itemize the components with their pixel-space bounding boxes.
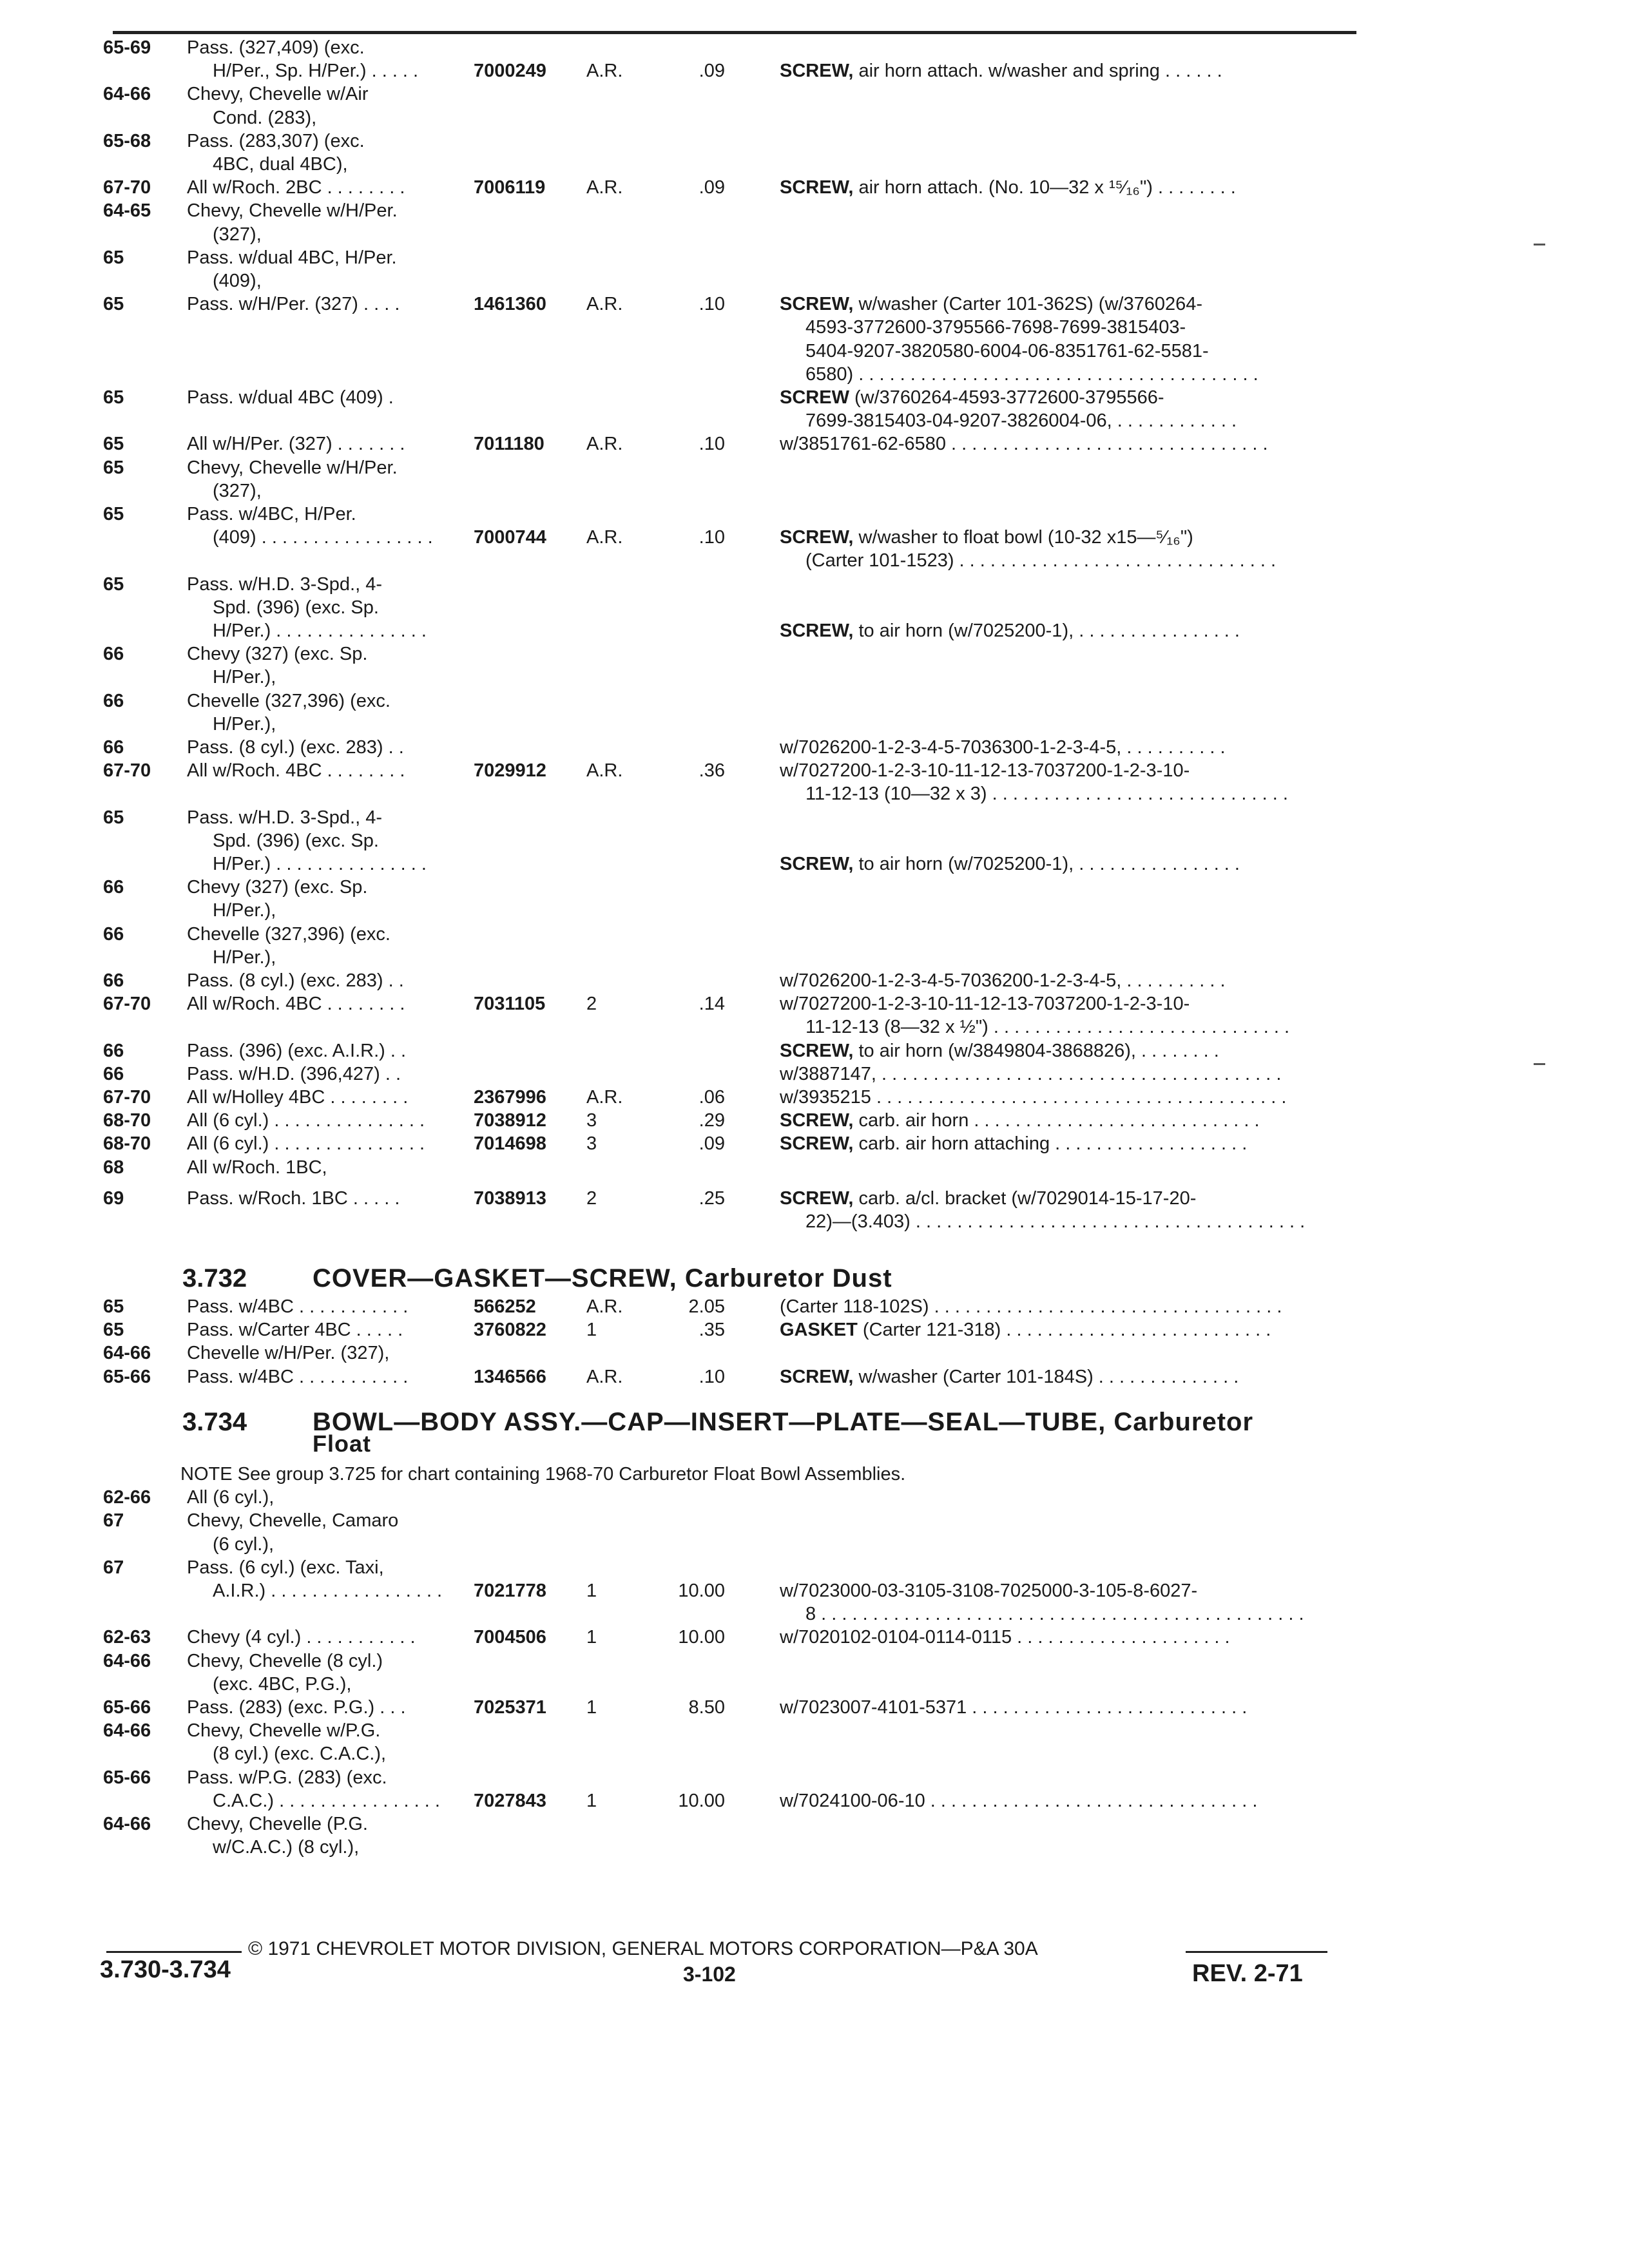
application: All w/Roch. 4BC . . . . . . . .: [187, 760, 405, 782]
description-heading: SCREW,: [780, 1187, 859, 1209]
model-years: 67-70: [103, 177, 151, 198]
application: H/Per.),: [213, 713, 276, 735]
description: [780, 293, 1202, 316]
description-text: to air horn (w/3849804-3868826), . . . . . . . .: [858, 1040, 1219, 1061]
model-years: 64-66: [103, 1343, 151, 1364]
description-heading: SCREW,: [780, 620, 859, 641]
description: [780, 1062, 1281, 1086]
model-years: 65: [103, 504, 124, 524]
description: [780, 736, 1226, 759]
model-years: 64-66: [103, 1650, 151, 1671]
price: .10: [699, 434, 725, 455]
description: [780, 1579, 1197, 1602]
quantity: 1: [586, 1697, 597, 1718]
application: All (6 cyl.),: [187, 1487, 275, 1508]
price: .36: [699, 760, 725, 782]
application: A.I.R.) . . . . . . . . . . . . . . . . .: [213, 1581, 443, 1601]
description-text: 8 . . . . . . . . . . . . . . . . . . . . . . . . . . . . . . . . . . . . . . . . . . . . . . .: [805, 1604, 1304, 1625]
description: [805, 409, 1237, 432]
application: H/Per.),: [213, 667, 276, 688]
application: (409),: [213, 271, 262, 291]
description-text: 22)—(3.403) . . . . . . . . . . . . . . . . . . . . . . . . . . . . . . . . . . . . . .: [805, 1211, 1306, 1232]
model-years: 67-70: [103, 760, 151, 782]
application: (6 cyl.),: [213, 1533, 275, 1555]
application: Chevy (327) (exc. Sp.: [187, 877, 368, 898]
footer-revision: REV. 2-71: [1192, 1960, 1303, 1987]
model-years: 67: [103, 1557, 124, 1578]
model-years: 64-66: [103, 1720, 151, 1742]
model-years: 67-70: [103, 994, 151, 1015]
description-text: 5404-9207-3820580-6004-06-8351761-62-5581-: [805, 340, 1209, 361]
model-years: 65-66: [103, 1767, 151, 1788]
part-number: 7038912: [474, 1110, 546, 1131]
quantity: A.R.: [586, 760, 623, 782]
description: [780, 1365, 1239, 1389]
application: All w/H/Per. (327) . . . . . . .: [187, 434, 405, 455]
part-number: 7031105: [474, 994, 546, 1015]
part-number: 7014698: [474, 1133, 546, 1155]
part-number: 7021778: [474, 1581, 546, 1601]
margin-mark: [1534, 244, 1545, 245]
application: Spd. (396) (exc. Sp.: [213, 597, 379, 618]
description-text: 4593-3772600-3795566-7698-7699-3815403-: [805, 317, 1186, 338]
description-heading: SCREW,: [780, 1366, 859, 1387]
description-heading: SCREW,: [780, 527, 859, 548]
description: [780, 1039, 1219, 1062]
quantity: 3: [586, 1110, 597, 1131]
application: (exc. 4BC, P.G.),: [213, 1673, 352, 1695]
model-years: 65-66: [103, 1366, 151, 1387]
description-text: air horn attach. w/washer and spring . . . . . .: [858, 61, 1222, 82]
model-years: 65: [103, 457, 124, 478]
model-years: 64-66: [103, 1814, 151, 1834]
model-years: 65: [103, 807, 124, 828]
application: (409) . . . . . . . . . . . . . . . . .: [213, 527, 433, 548]
model-years: 65: [103, 387, 124, 408]
application: Chevy (4 cyl.) . . . . . . . . . . .: [187, 1627, 416, 1648]
quantity: 1: [586, 1581, 597, 1601]
application: Pass. w/P.G. (283) (exc.: [187, 1767, 387, 1788]
quantity: 2: [586, 1187, 597, 1209]
price: .09: [699, 177, 725, 198]
application: Pass. (396) (exc. A.I.R.) . .: [187, 1040, 407, 1061]
part-number: 7006119: [474, 177, 546, 198]
description: [780, 969, 1226, 992]
application: All w/Roch. 4BC . . . . . . . .: [187, 994, 405, 1015]
section-title: BOWL—BODY ASSY.—CAP—INSERT—PLATE—SEAL—TUBE, Carburetor: [313, 1408, 1254, 1436]
application: Chevy, Chevelle w/H/Per.: [187, 457, 398, 478]
description-text: (w/3760264-4593-3772600-3795566-: [854, 387, 1164, 408]
application: H/Per.) . . . . . . . . . . . . . . .: [213, 854, 427, 874]
model-years: 65: [103, 1320, 124, 1341]
quantity: 2: [586, 994, 597, 1015]
model-years: 65: [103, 294, 124, 315]
quantity: A.R.: [586, 1366, 623, 1387]
application: Chevy, Chevelle, Camaro: [187, 1510, 399, 1532]
application: w/C.A.C.) (8 cyl.),: [213, 1837, 360, 1858]
application: (8 cyl.) (exc. C.A.C.),: [213, 1744, 387, 1765]
part-number: 1346566: [474, 1366, 546, 1387]
description-text: w/7027200-1-2-3-10-11-12-13-7037200-1-2-3-10-: [780, 994, 1190, 1015]
model-years: 66: [103, 737, 124, 758]
model-years: 66: [103, 690, 124, 711]
model-years: 68-70: [103, 1133, 151, 1155]
application: All w/Roch. 1BC,: [187, 1157, 327, 1178]
application: Chevy, Chevelle (P.G.: [187, 1814, 368, 1834]
price: .29: [699, 1110, 725, 1131]
model-years: 65: [103, 247, 124, 268]
application: All w/Roch. 2BC . . . . . . . .: [187, 177, 405, 198]
quantity: A.R.: [586, 527, 623, 548]
application: H/Per.),: [213, 900, 276, 921]
application: Pass. (283,307) (exc.: [187, 130, 365, 151]
description-text: w/7024100-06-10 . . . . . . . . . . . . . . . . . . . . . . . . . . . . . . . .: [780, 1790, 1258, 1811]
application: All w/Holley 4BC . . . . . . . .: [187, 1087, 409, 1108]
part-number: 2367996: [474, 1087, 546, 1108]
model-years: 66: [103, 1040, 124, 1061]
model-years: 62-66: [103, 1487, 151, 1508]
description: [805, 1015, 1289, 1039]
description-text: to air horn (w/7025200-1), . . . . . . . . . . . . . . . .: [858, 620, 1240, 641]
application: H/Per.),: [213, 947, 276, 968]
description-text: (Carter 101-1523) . . . . . . . . . . . . . . . . . . . . . . . . . . . . . . .: [805, 550, 1277, 572]
price: .10: [699, 294, 725, 315]
description-text: 11-12-13 (10—32 x 3) . . . . . . . . . . . . . . . . . . . . . . . . . . . . .: [805, 783, 1288, 805]
description-text: w/7023007-4101-5371 . . . . . . . . . . . . . . . . . . . . . . . . . . .: [780, 1697, 1248, 1718]
price: .06: [699, 1087, 725, 1108]
part-number: 7025371: [474, 1697, 546, 1718]
description: [780, 852, 1240, 876]
price: 10.00: [678, 1790, 725, 1811]
part-number: 566252: [474, 1296, 536, 1317]
application: Chevy, Chevelle w/P.G.: [187, 1720, 381, 1742]
description-text: w/washer (Carter 101-184S) . . . . . . . . . . . . . .: [858, 1366, 1239, 1387]
description: [805, 316, 1186, 339]
part-number: 7004506: [474, 1627, 546, 1648]
description: [780, 1318, 1271, 1341]
model-years: 65: [103, 573, 124, 595]
model-years: 62-63: [103, 1627, 151, 1648]
footer-rule-left: [106, 1951, 242, 1953]
description-heading: GASKET: [780, 1320, 863, 1341]
application: H/Per.) . . . . . . . . . . . . . . .: [213, 620, 427, 641]
description-text: 11-12-13 (8—32 x ½") . . . . . . . . . . . . . . . . . . . . . . . . . . . . .: [805, 1017, 1290, 1038]
description-heading: SCREW,: [780, 1040, 859, 1061]
description-heading: SCREW,: [780, 61, 859, 82]
model-years: 64-66: [103, 84, 151, 105]
quantity: 3: [586, 1133, 597, 1155]
model-years: 65-68: [103, 130, 151, 151]
application: Pass. w/4BC . . . . . . . . . . .: [187, 1296, 409, 1317]
quantity: A.R.: [586, 434, 623, 455]
description: [780, 59, 1222, 82]
model-years: 66: [103, 877, 124, 898]
description-text: (Carter 121-318) . . . . . . . . . . . . . . . . . . . . . . . . . .: [862, 1320, 1271, 1341]
quantity: 1: [586, 1790, 597, 1811]
price: .09: [699, 61, 725, 82]
price: .09: [699, 1133, 725, 1155]
part-number: 3760822: [474, 1320, 546, 1341]
part-number: 7027843: [474, 1790, 546, 1811]
application: Chevy, Chevelle (8 cyl.): [187, 1650, 383, 1671]
quantity: A.R.: [586, 61, 623, 82]
description-heading: SCREW,: [780, 294, 859, 315]
application: Chevy (327) (exc. Sp.: [187, 644, 368, 665]
price: 10.00: [678, 1581, 725, 1601]
application: Pass. w/H/Per. (327) . . . .: [187, 294, 400, 315]
model-years: 66: [103, 1063, 124, 1084]
application: Spd. (396) (exc. Sp.: [213, 830, 379, 851]
application: Pass. w/H.D. 3-Spd., 4-: [187, 573, 382, 595]
description-text: w/3935215 . . . . . . . . . . . . . . . . . . . . . . . . . . . . . . . . . . . . . . . .: [780, 1087, 1287, 1108]
application: Cond. (283),: [213, 107, 317, 128]
description-text: carb. a/cl. bracket (w/7029014-15-17-20-: [858, 1187, 1197, 1209]
price: .10: [699, 1366, 725, 1387]
description-heading: SCREW,: [780, 854, 859, 874]
part-number: 1461360: [474, 294, 546, 315]
quantity: A.R.: [586, 1296, 623, 1317]
description-text: w/7026200-1-2-3-4-5-7036200-1-2-3-4-5, . . . . . . . . . .: [780, 970, 1226, 991]
description: [805, 782, 1288, 805]
top-rule: [113, 31, 1356, 34]
application: Chevy, Chevelle w/Air: [187, 84, 369, 105]
description-text: w/washer (Carter 101-362S) (w/3760264-: [858, 294, 1202, 315]
application: Pass. w/H.D. (396,427) . .: [187, 1063, 401, 1084]
footer-section-range: 3.730-3.734: [100, 1956, 231, 1983]
application: (327),: [213, 224, 262, 245]
section-title: COVER—GASKET—SCREW, Carburetor Dust: [313, 1264, 892, 1293]
application: Pass. w/4BC . . . . . . . . . . .: [187, 1366, 409, 1387]
application: Pass. w/dual 4BC (409) .: [187, 387, 394, 408]
model-years: 64-65: [103, 200, 151, 222]
description: [805, 363, 1258, 386]
part-number: 7029912: [474, 760, 546, 782]
description-text: carb. air horn . . . . . . . . . . . . . . . . . . . . . . . . . . . .: [858, 1110, 1260, 1131]
quantity: A.R.: [586, 294, 623, 315]
quantity: A.R.: [586, 177, 623, 198]
quantity: 1: [586, 1627, 597, 1648]
description: [805, 340, 1209, 363]
application: Chevelle (327,396) (exc.: [187, 923, 390, 945]
model-years: 65: [103, 1296, 124, 1317]
description: [780, 176, 1236, 199]
description: [780, 1109, 1260, 1132]
application: Pass. w/dual 4BC, H/Per.: [187, 247, 397, 268]
application: H/Per., Sp. H/Per.) . . . . .: [213, 61, 419, 82]
price: 8.50: [688, 1697, 725, 1718]
part-number: 7011180: [474, 434, 545, 455]
description: [780, 759, 1190, 782]
application: Chevy, Chevelle w/H/Per.: [187, 200, 398, 222]
description: [805, 1602, 1304, 1626]
application: (327),: [213, 480, 262, 501]
description: [780, 526, 1193, 549]
price: .10: [699, 527, 725, 548]
model-years: 65-69: [103, 37, 151, 58]
footer-rule-right: [1186, 1951, 1327, 1953]
description-text: carb. air horn attaching . . . . . . . . . . . . . . . . . . .: [858, 1133, 1248, 1155]
application: Pass. w/H.D. 3-Spd., 4-: [187, 807, 382, 828]
model-years: 69: [103, 1187, 124, 1209]
application: All (6 cyl.) . . . . . . . . . . . . . . .: [187, 1110, 425, 1131]
application: Pass. w/Roch. 1BC . . . . .: [187, 1187, 400, 1209]
description-heading: SCREW: [780, 387, 854, 408]
application: Pass. w/Carter 4BC . . . . .: [187, 1320, 403, 1341]
application: Pass. (8 cyl.) (exc. 283) . .: [187, 737, 404, 758]
description: [780, 1187, 1196, 1210]
model-years: 66: [103, 644, 124, 665]
description-text: w/3887147, . . . . . . . . . . . . . . . . . . . . . . . . . . . . . . . . . . . . . . .: [780, 1063, 1282, 1084]
model-years: 67: [103, 1510, 124, 1532]
model-years: 66: [103, 970, 124, 991]
application: Chevelle w/H/Per. (327),: [187, 1343, 390, 1364]
description-text: w/7020102-0104-0114-0115 . . . . . . . . . . . . . . . . . . . . .: [780, 1627, 1230, 1648]
section-number: 3.734: [182, 1408, 247, 1436]
description: [805, 1210, 1305, 1233]
description-text: to air horn (w/7025200-1), . . . . . . . . . . . . . . . .: [858, 854, 1240, 874]
quantity: A.R.: [586, 1087, 623, 1108]
note-text: NOTE See group 3.725 for chart containing 1968-70 Carburetor Float Bowl Assemblies.: [180, 1464, 906, 1485]
description: [780, 432, 1268, 456]
part-number: 7038913: [474, 1187, 546, 1209]
description: [780, 619, 1240, 642]
model-years: 67-70: [103, 1087, 151, 1108]
quantity: 1: [586, 1320, 597, 1341]
price: .14: [699, 994, 725, 1015]
application: All (6 cyl.) . . . . . . . . . . . . . . .: [187, 1133, 425, 1155]
price: .25: [699, 1187, 725, 1209]
description-text: w/7026200-1-2-3-4-5-7036300-1-2-3-4-5, . . . . . . . . . .: [780, 737, 1226, 758]
description: [780, 1789, 1257, 1812]
description-heading: SCREW,: [780, 1110, 859, 1131]
description: [780, 1132, 1247, 1155]
application: Pass. (283) (exc. P.G.) . . .: [187, 1697, 406, 1718]
description-text: w/7027200-1-2-3-10-11-12-13-7037200-1-2-3-10-: [780, 760, 1190, 782]
price: .35: [699, 1320, 725, 1341]
description-text: (Carter 118-102S) . . . . . . . . . . . . . . . . . . . . . . . . . . . . . . . . . .: [780, 1296, 1282, 1317]
description: [780, 1295, 1282, 1318]
model-years: 65: [103, 434, 124, 455]
description: [780, 1086, 1286, 1109]
application: Pass. (8 cyl.) (exc. 283) . .: [187, 970, 404, 991]
price: 2.05: [688, 1296, 725, 1317]
footer-page-number: 3-102: [683, 1963, 736, 1986]
price: 10.00: [678, 1627, 725, 1648]
model-years: 68-70: [103, 1110, 151, 1131]
description-text: w/3851761-62-6580 . . . . . . . . . . . . . . . . . . . . . . . . . . . . . . .: [780, 434, 1268, 455]
application: 4BC, dual 4BC),: [213, 154, 348, 175]
margin-mark: [1534, 1063, 1545, 1065]
description-text: air horn attach. (No. 10—32 x ¹⁵⁄₁₆") . . . . . . . .: [858, 177, 1236, 198]
model-years: 65-66: [103, 1697, 151, 1718]
description: [780, 1696, 1247, 1719]
description-text: 7699-3815403-04-9207-3826004-06, . . . . . . . . . . . .: [805, 410, 1237, 432]
description-text: w/washer to float bowl (10-32 x15—⁵⁄₁₆"): [858, 527, 1193, 548]
description: [805, 549, 1276, 572]
application: C.A.C.) . . . . . . . . . . . . . . . .: [213, 1790, 440, 1811]
description-heading: SCREW,: [780, 177, 859, 198]
description-text: w/7023000-03-3105-3108-7025000-3-105-8-6027-: [780, 1581, 1198, 1601]
part-number: 7000249: [474, 61, 546, 82]
description-text: 6580) . . . . . . . . . . . . . . . . . . . . . . . . . . . . . . . . . . . . . . .: [805, 363, 1258, 385]
description-heading: SCREW,: [780, 1133, 859, 1155]
application: Pass. (6 cyl.) (exc. Taxi,: [187, 1557, 384, 1578]
application: Pass. (327,409) (exc.: [187, 37, 365, 58]
description: [780, 386, 1164, 409]
application: Chevelle (327,396) (exc.: [187, 690, 390, 711]
footer-copyright: © 1971 CHEVROLET MOTOR DIVISION, GENERAL MOTORS CORPORATION—P&A 30A: [248, 1938, 1038, 1959]
section-number: 3.732: [182, 1264, 247, 1293]
model-years: 66: [103, 923, 124, 945]
description: [780, 992, 1190, 1015]
description: [780, 1626, 1230, 1649]
application: Pass. w/4BC, H/Per.: [187, 504, 356, 524]
section-title-continued: Float: [313, 1430, 371, 1457]
model-years: 68: [103, 1157, 124, 1178]
part-number: 7000744: [474, 527, 546, 548]
